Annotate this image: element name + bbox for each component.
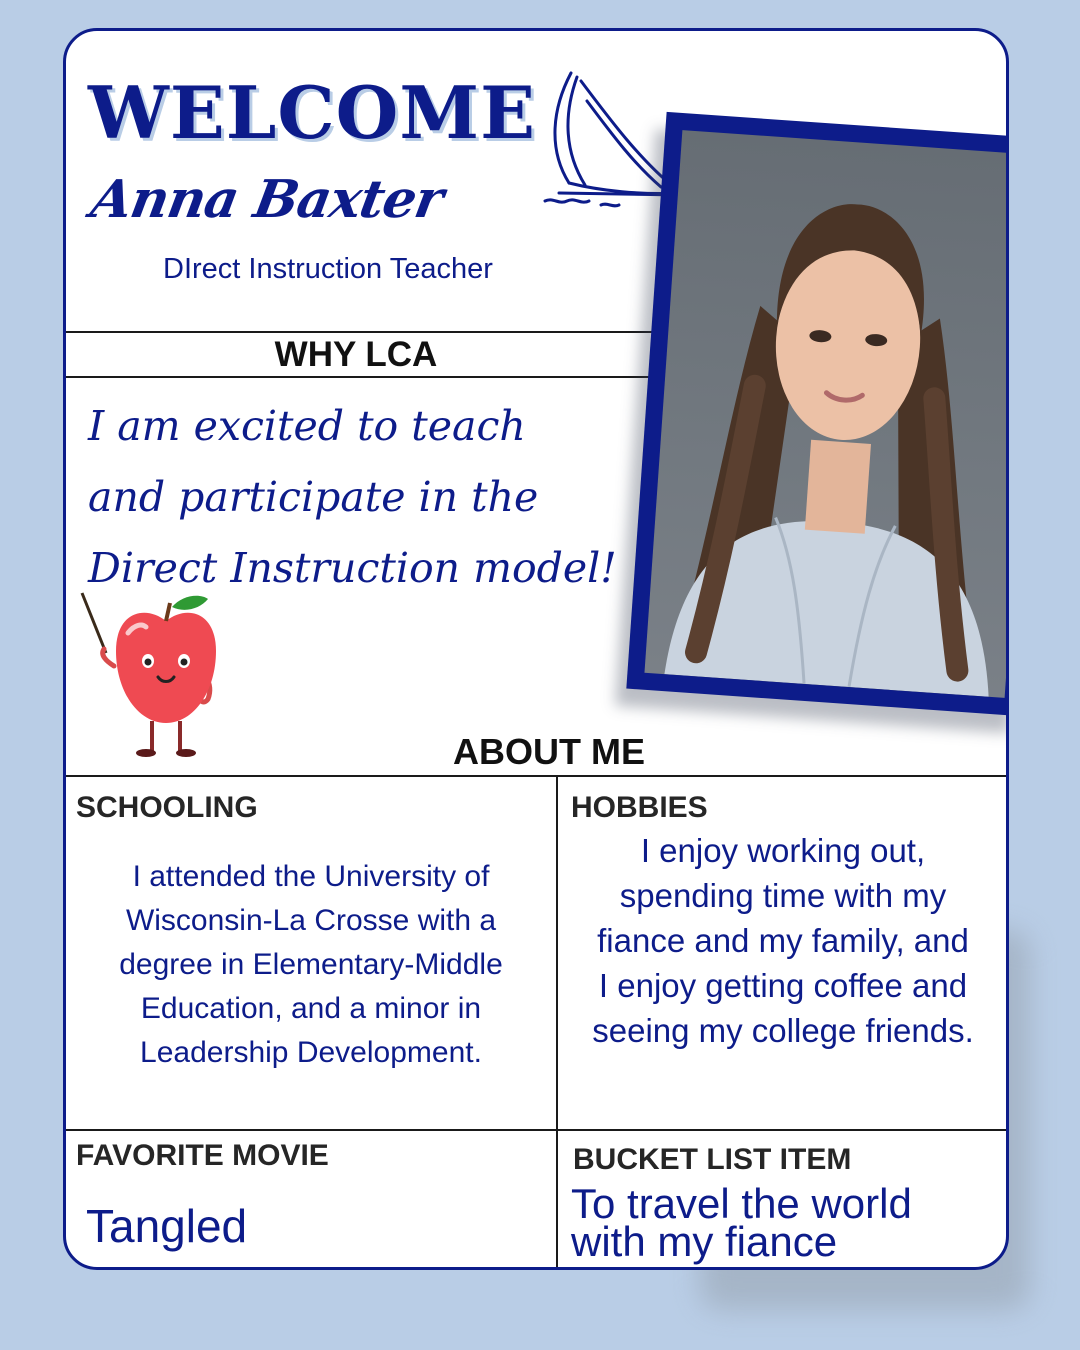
hobbies-label: HOBBIES (571, 791, 708, 824)
text-line: I enjoy working out, (640, 832, 926, 869)
favorite-movie-label: FAVORITE MOVIE (76, 1139, 329, 1172)
text-line: degree in Elementary-Middle (119, 948, 503, 981)
bucket-list-label: BUCKET LIST ITEM (573, 1143, 852, 1176)
text-line: Wisconsin-La Crosse with a (125, 904, 497, 937)
divider (66, 331, 676, 333)
text-line: To travel the world (571, 1180, 912, 1227)
grid-line (66, 1129, 1009, 1131)
text-line: I enjoy getting coffee and (598, 967, 968, 1004)
teacher-profile-card (63, 28, 1009, 1270)
quote-line: I am excited to teach (88, 402, 526, 450)
text-line: Education, and a minor in (140, 992, 482, 1025)
about-me-heading: ABOUT ME (453, 731, 645, 772)
favorite-movie-value: Tangled (86, 1200, 248, 1252)
quote-line: Direct Instruction model! (88, 544, 617, 592)
grid-line (556, 775, 558, 1270)
why-lca-heading: WHY LCA (274, 335, 438, 374)
quote-line: and participate in the (88, 473, 539, 521)
grid-line (66, 775, 1009, 777)
divider (66, 376, 676, 378)
text-line: with my fiance (571, 1218, 838, 1265)
teacher-role: DIrect Instruction Teacher (163, 253, 493, 285)
hobbies-text (563, 828, 1003, 1053)
portrait-frame (626, 112, 1009, 716)
text-line: Leadership Development. (140, 1036, 482, 1069)
text-line: spending time with my (619, 877, 947, 914)
text-line: seeing my college friends. (592, 1012, 974, 1049)
why-lca-quote (88, 391, 628, 604)
portrait-illustration (644, 130, 1009, 698)
welcome-heading: WELCOME (88, 70, 536, 155)
teacher-portrait-photo (644, 130, 1009, 698)
bucket-list-text (571, 1180, 1001, 1265)
text-line: I attended the University of (132, 860, 490, 893)
schooling-label: SCHOOLING (76, 791, 258, 824)
schooling-text (76, 855, 546, 1075)
teacher-name: Anna Baxter (86, 169, 448, 230)
text-line: fiance and my family, and (597, 922, 969, 959)
